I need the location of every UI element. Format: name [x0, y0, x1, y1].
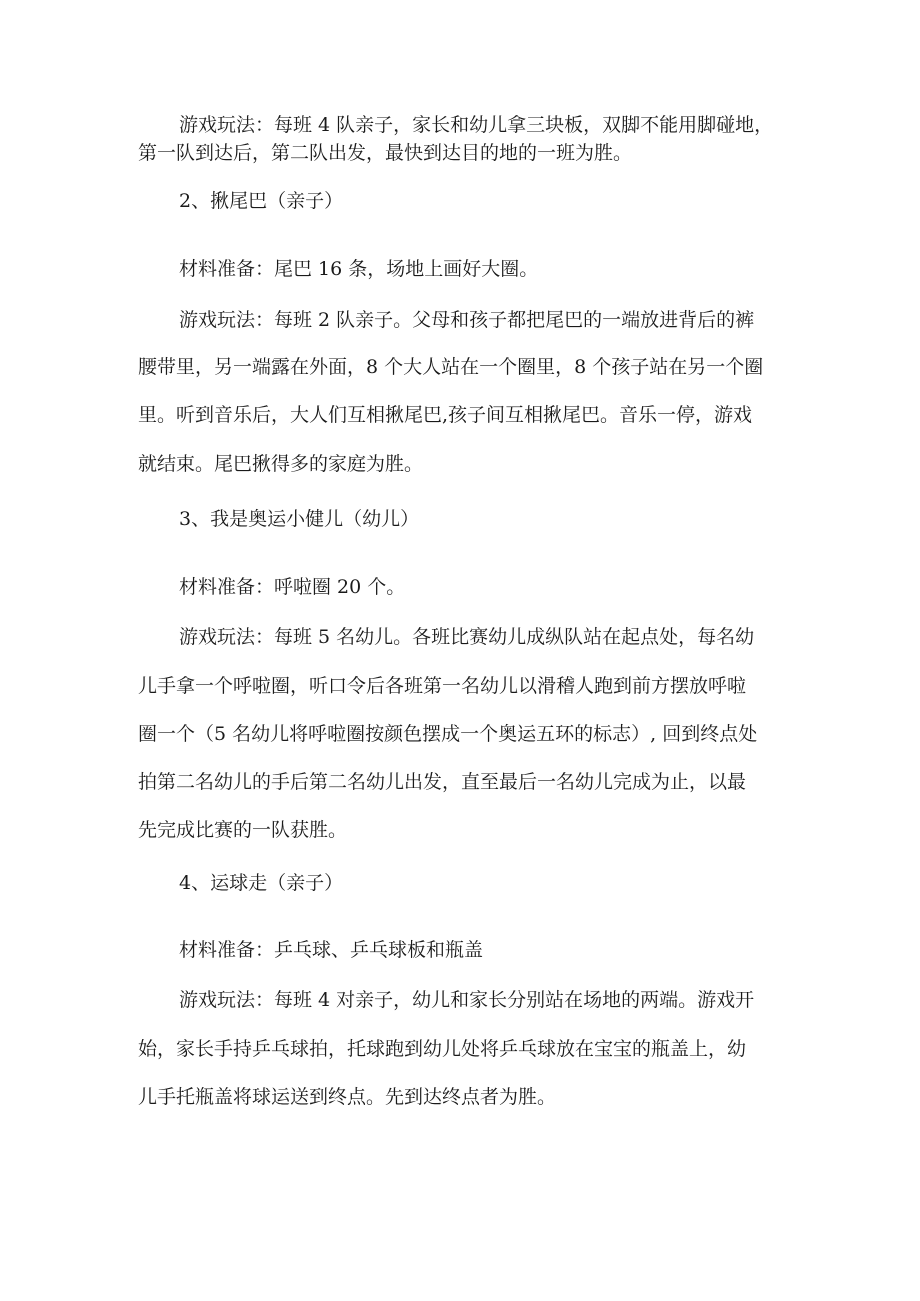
paragraph-line: 材料准备：呼啦圈 20 个。: [179, 576, 406, 598]
paragraph-line: 始，家长手持乒乓球拍，托球跑到幼儿处将乒乓球放在宝宝的瓶盖上，幼: [138, 1038, 747, 1060]
paragraph-line: 游戏玩法：每班 4 队亲子，家长和幼儿拿三块板，双脚不能用脚碰地，: [179, 114, 774, 136]
paragraph-line: 里。听到音乐后，大人们互相揪尾巴,孩子间互相揪尾巴。音乐一停，游戏: [138, 404, 753, 426]
paragraph-line: 儿手拿一个呼啦圈，听口令后各班第一名幼儿以滑稽人跑到前方摆放呼啦: [138, 675, 747, 697]
section-heading: 4、运球走（亲子）: [179, 872, 344, 894]
paragraph-line: 腰带里，另一端露在外面，8 个大人站在一个圈里，8 个孩子站在另一个圈: [138, 356, 764, 378]
paragraph-line: 儿手托瓶盖将球运送到终点。先到达终点者为胜。: [138, 1086, 557, 1108]
paragraph-line: 游戏玩法：每班 2 队亲子。父母和孩子都把尾巴的一端放进背后的裤: [179, 309, 755, 331]
paragraph-line: 游戏玩法：每班 4 对亲子，幼儿和家长分别站在场地的两端。游戏开: [179, 989, 755, 1011]
section-heading: 3、我是奥运小健儿（幼儿）: [179, 508, 420, 530]
paragraph-line: 材料准备：乒乓球、乒乓球板和瓶盖: [179, 939, 484, 961]
paragraph-line: 第一队到达后，第二队出发，最快到达目的地的一班为胜。: [138, 142, 633, 164]
paragraph-line: 游戏玩法：每班 5 名幼儿。各班比赛幼儿成纵队站在起点处，每名幼: [179, 626, 755, 648]
paragraph-line: 先完成比赛的一队获胜。: [138, 819, 348, 841]
paragraph-line: 拍第二名幼儿的手后第二名幼儿出发，直至最后一名幼儿完成为止，以最: [138, 771, 747, 793]
paragraph-line: 就结束。尾巴揪得多的家庭为胜。: [138, 453, 424, 475]
paragraph-line: 材料准备：尾巴 16 条，场地上画好大圈。: [179, 258, 539, 280]
section-heading: 2、揪尾巴（亲子）: [179, 190, 344, 212]
paragraph-line: 圈一个（5 名幼儿将呼啦圈按颜色摆成一个奥运五环的标志）, 回到终点处: [138, 723, 758, 745]
